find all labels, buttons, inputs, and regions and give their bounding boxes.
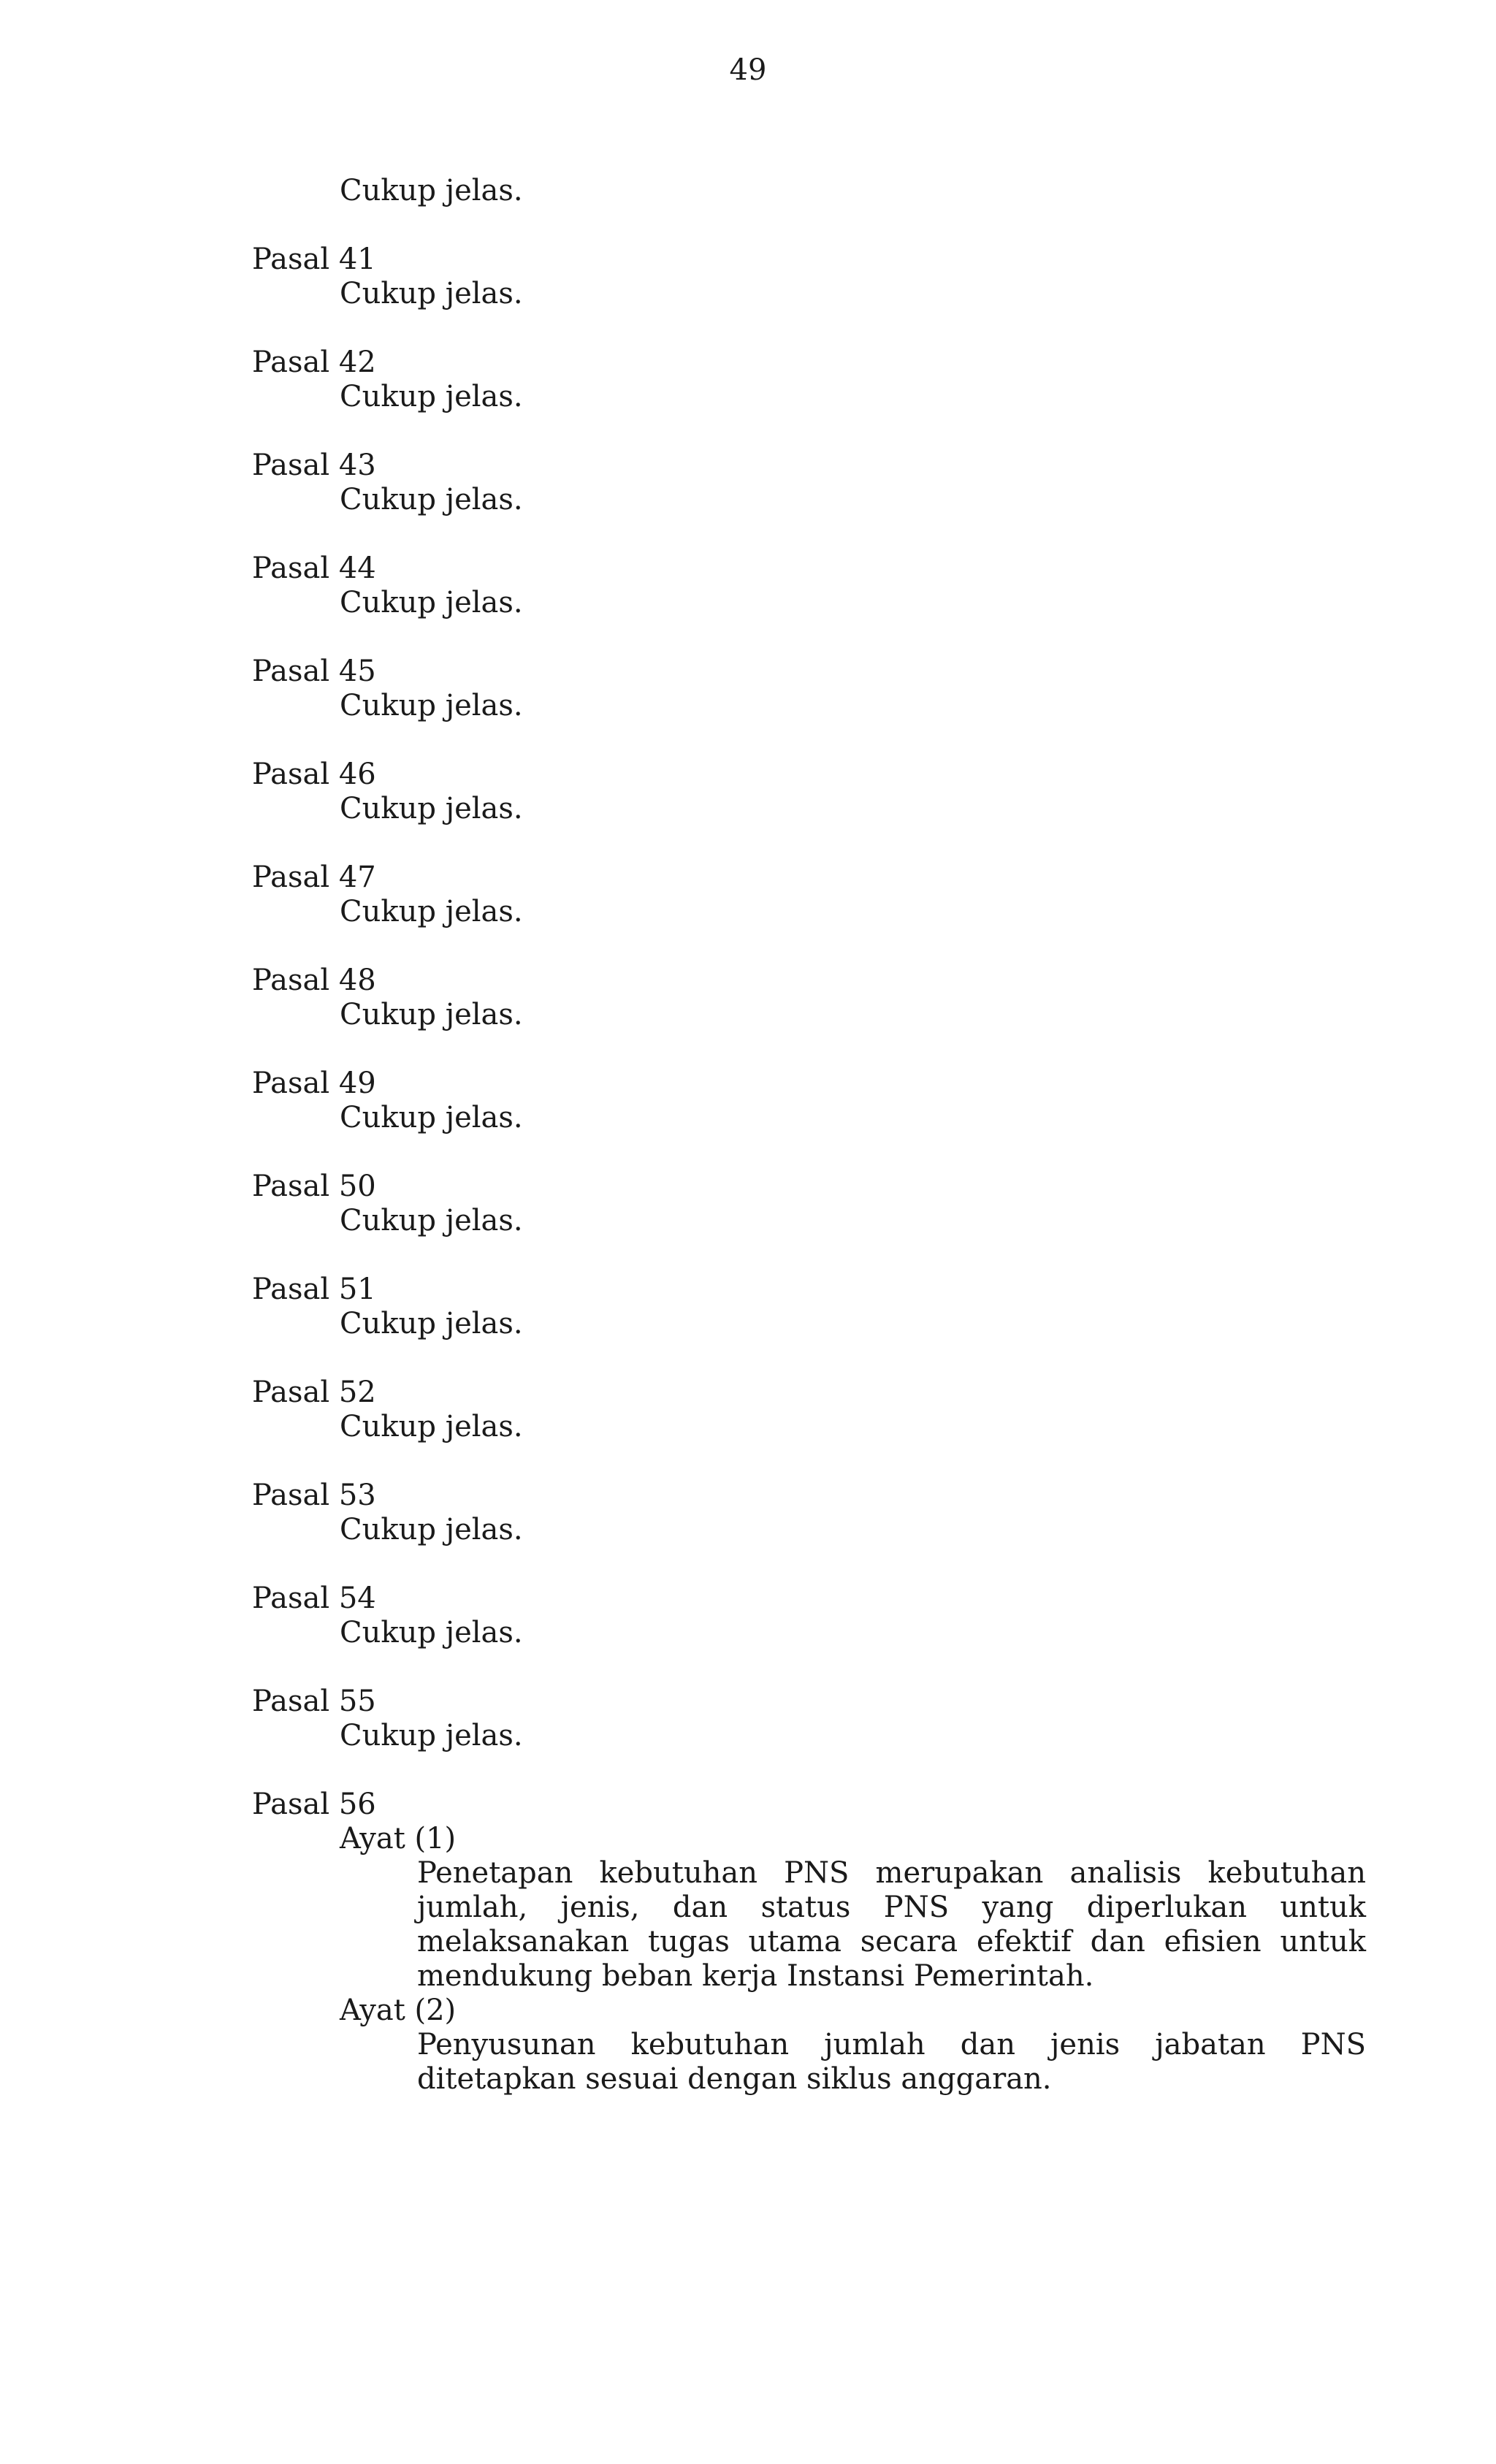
- pasal-body: Cukup jelas.: [340, 586, 523, 619]
- pasal-title: Pasal 42: [252, 346, 376, 379]
- pasal-body: Cukup jelas.: [340, 483, 523, 516]
- pasal-53: [252, 1479, 1366, 1547]
- page-number: 49: [729, 53, 767, 87]
- document-body: [252, 174, 1366, 2131]
- pasal-title: Pasal 51: [252, 1273, 376, 1306]
- pasal-body: Cukup jelas.: [340, 1101, 523, 1134]
- pasal-body: Cukup jelas.: [340, 1513, 523, 1546]
- pasal-51: [252, 1273, 1366, 1341]
- ayat-1-label: Ayat (1): [340, 1822, 457, 1855]
- pasal-49: [252, 1067, 1366, 1135]
- pasal-47: [252, 861, 1366, 929]
- pasal-body: Cukup jelas.: [340, 1307, 523, 1340]
- pasal-45: [252, 655, 1366, 723]
- pasal-title: Pasal 56: [252, 1788, 376, 1821]
- pasal-body: Cukup jelas.: [340, 380, 523, 413]
- pasal-body: Cukup jelas.: [340, 1204, 523, 1237]
- pasal-50: [252, 1170, 1366, 1238]
- pasal-title: Pasal 47: [252, 861, 376, 894]
- pasal-title: Pasal 54: [252, 1582, 376, 1615]
- lead-text: Cukup jelas.: [340, 174, 523, 207]
- pasal-48: [252, 964, 1366, 1032]
- pasal-body: Cukup jelas.: [340, 1719, 523, 1752]
- pasal-body: Cukup jelas.: [340, 998, 523, 1031]
- pasal-44: [252, 552, 1366, 620]
- pasal-54: [252, 1582, 1366, 1650]
- pasal-title: Pasal 49: [252, 1067, 376, 1100]
- pasal-body: Cukup jelas.: [340, 1410, 523, 1443]
- pasal-56: [252, 1788, 1366, 2097]
- pasal-body: Cukup jelas.: [340, 277, 523, 310]
- pasal-42: [252, 346, 1366, 414]
- pasal-title: Pasal 48: [252, 964, 376, 997]
- pasal-title: Pasal 50: [252, 1170, 376, 1203]
- pasal-body: Cukup jelas.: [340, 689, 523, 722]
- pasal-title: Pasal 46: [252, 758, 376, 791]
- pasal-title: Pasal 44: [252, 552, 376, 585]
- pasal-title: Pasal 55: [252, 1685, 376, 1718]
- pasal-body: Cukup jelas.: [340, 1616, 523, 1649]
- pasal-52: [252, 1376, 1366, 1444]
- pasal-title: Pasal 53: [252, 1479, 376, 1512]
- ayat-2-text: Penyusunan kebutuhan jumlah dan jenis jabatan PNS ditetapkan sesuai dengan siklus anggaran.: [417, 2028, 1366, 2096]
- ayat-2-label: Ayat (2): [340, 1994, 457, 2027]
- pasal-55: [252, 1685, 1366, 1753]
- pasal-title: Pasal 52: [252, 1376, 376, 1409]
- pasal-46: [252, 758, 1366, 826]
- ayat-1-text: Penetapan kebutuhan PNS merupakan analisis kebutuhan jumlah, jenis, dan status PNS yang diperlukan untuk melaksanakan tugas utama secara efektif dan efisien untuk mendukung beban kerja Instansi Pemerintah.: [417, 1856, 1366, 1993]
- pasal-title: Pasal 45: [252, 655, 376, 688]
- pasal-43: [252, 449, 1366, 517]
- pasal-41: [252, 243, 1366, 311]
- pasal-body: Cukup jelas.: [340, 792, 523, 825]
- pasal-body: Cukup jelas.: [340, 895, 523, 928]
- pasal-title: Pasal 43: [252, 449, 376, 482]
- pasal-title: Pasal 41: [252, 243, 376, 276]
